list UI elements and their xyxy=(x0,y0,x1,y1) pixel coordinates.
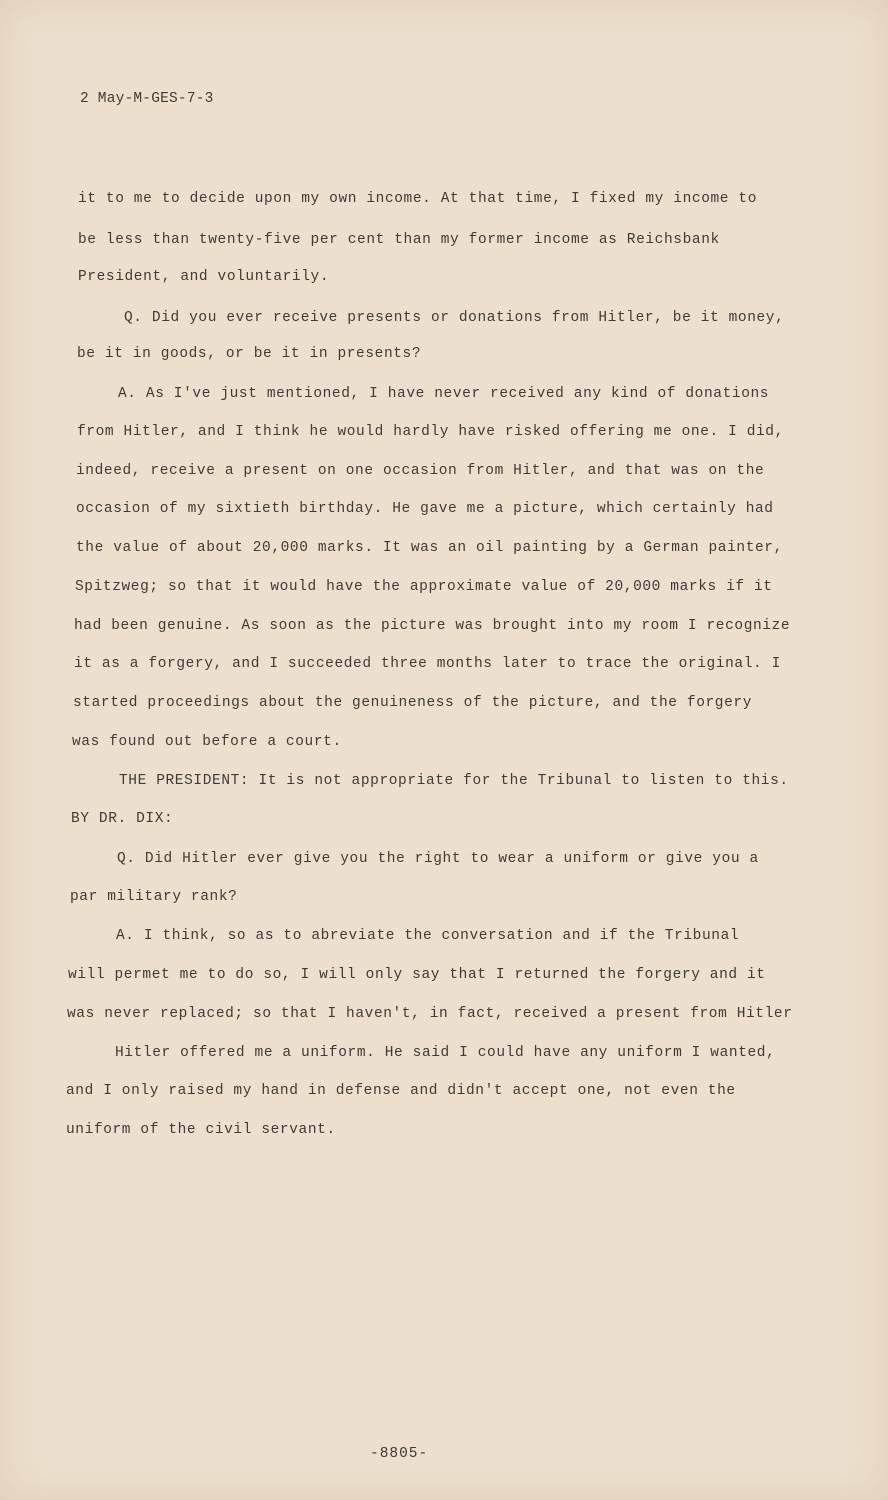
text-line: started proceedings about the genuineness of the picture, and the forgery xyxy=(73,695,753,711)
text-line: the value of about 20,000 marks. It was an oil painting by a German painter, xyxy=(76,540,783,556)
text-line: from Hitler, and I think he would hardly have risked offering me one. I did, xyxy=(77,424,784,440)
text-line: had been genuine. As soon as the picture was brought into my room I recognize xyxy=(74,618,791,634)
page-number: -8805- xyxy=(370,1446,429,1462)
text-line: indeed, receive a present on one occasion from Hitler, and that was on the xyxy=(76,463,765,479)
text-line: A. I think, so as to abreviate the conversation and if the Tribunal xyxy=(116,928,740,944)
text-line: Q. Did Hitler ever give you the right to wear a uniform or give you a xyxy=(117,851,759,867)
text-line: President, and voluntarily. xyxy=(78,269,330,285)
text-line: was never replaced; so that I haven't, in fact, received a present from Hitler xyxy=(67,1006,793,1022)
text-line: will permet me to do so, I will only say that I returned the forgery and it xyxy=(68,967,766,983)
text-line: was found out before a court. xyxy=(72,734,342,750)
document-reference: 2 May-M-GES-7-3 xyxy=(80,91,214,107)
text-line: BY DR. DIX: xyxy=(71,811,174,827)
text-line: be less than twenty-five per cent than my former income as Reichsbank xyxy=(78,232,720,248)
text-line: Hitler offered me a uniform. He said I could have any uniform I wanted, xyxy=(115,1045,776,1061)
text-line: it as a forgery, and I succeeded three months later to trace the original. I xyxy=(74,656,781,672)
text-line: Q. Did you ever receive presents or donations from Hitler, be it money, xyxy=(124,310,785,326)
text-line: and I only raised my hand in defense and didn't accept one, not even the xyxy=(66,1083,736,1099)
text-line: uniform of the civil servant. xyxy=(66,1122,336,1138)
text-line: Spitzweg; so that it would have the approximate value of 20,000 marks if it xyxy=(75,579,773,595)
text-line: THE PRESIDENT: It is not appropriate for the Tribunal to listen to this. xyxy=(119,773,789,789)
text-line: it to me to decide upon my own income. At that time, I fixed my income to xyxy=(78,191,758,207)
text-line: occasion of my sixtieth birthday. He gave me a picture, which certainly had xyxy=(76,501,774,517)
text-line: par military rank? xyxy=(70,889,238,905)
text-line: A. As I've just mentioned, I have never received any kind of donations xyxy=(118,386,770,402)
text-line: be it in goods, or be it in presents? xyxy=(77,346,422,362)
